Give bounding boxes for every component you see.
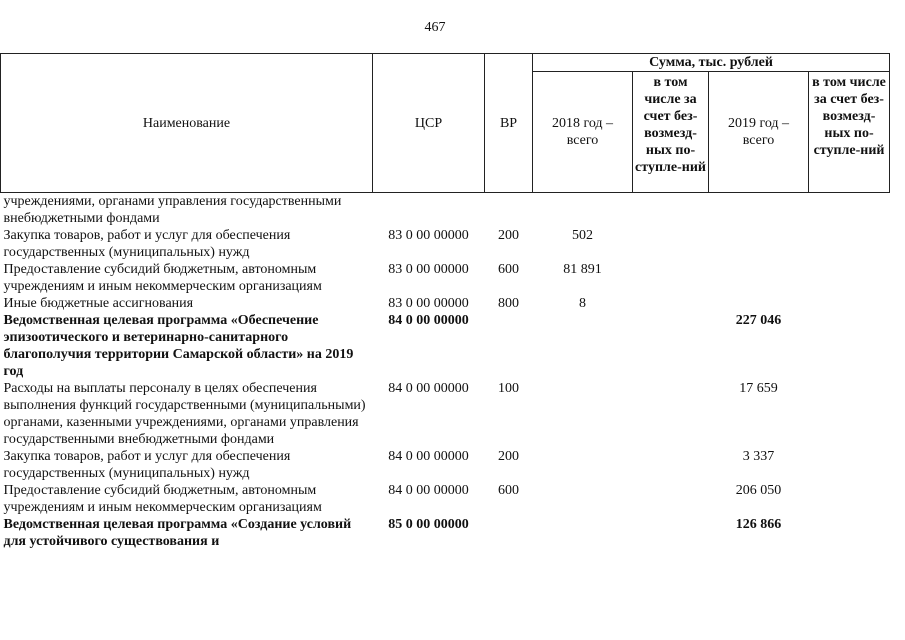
row-2019-incl-cell — [809, 482, 890, 516]
header-sum-group: Сумма, тыс. рублей — [533, 54, 890, 72]
row-2018-incl-cell — [633, 193, 709, 228]
header-csr: ЦСР — [373, 54, 485, 193]
row-2018-incl-cell — [633, 380, 709, 448]
row-2018-total-cell — [533, 193, 633, 228]
row-vr-cell: 200 — [498, 449, 519, 464]
row-vr-cell: 600 — [498, 262, 519, 277]
row-vr-cell: 800 — [498, 296, 519, 311]
row-2019-incl-cell — [809, 312, 890, 380]
header-vr: ВР — [485, 54, 533, 193]
table-row — [1, 261, 890, 295]
table-row — [1, 295, 890, 312]
table-row — [1, 516, 890, 550]
table-row — [1, 482, 890, 516]
row-name-cell: Расходы на выплаты персоналу в целях обеспечения выполнения функций государственными (муниципальными) органами, казенными учреждениями, органами управления государственными внебюджетными фондами — [3, 381, 366, 447]
row-2019-total-cell: 206 050 — [735, 483, 782, 498]
row-name-cell: учреждениями, органами управления государственными внебюджетными фондами — [3, 194, 342, 226]
row-name-cell: Ведомственная целевая программа «Обеспечение эпизоотического и ветеринарно-санитарного благополучия территории Самарской области» на 2019 год — [3, 313, 354, 379]
row-2019-incl-cell — [809, 448, 890, 482]
row-2018-total-cell — [533, 312, 633, 380]
row-name-cell: Закупка товаров, работ и услуг для обеспечения государственных (муниципальных) нужд — [3, 228, 291, 260]
row-2018-incl-cell — [633, 227, 709, 261]
row-2018-total-cell — [533, 448, 633, 482]
row-2019-incl-cell — [809, 380, 890, 448]
row-csr-cell: 84 0 00 00000 — [388, 449, 469, 464]
row-vr-cell — [485, 193, 533, 228]
row-vr-cell — [485, 516, 533, 550]
row-vr-cell: 600 — [498, 483, 519, 498]
row-2018-total-cell — [533, 516, 633, 550]
header-total-2018: 2018 год – всего — [533, 72, 633, 193]
row-2019-incl-cell — [809, 193, 890, 228]
row-name-cell: Иные бюджетные ассигнования — [3, 296, 194, 311]
row-csr-cell: 83 0 00 00000 — [388, 228, 469, 243]
row-2018-total-cell: 502 — [572, 228, 593, 243]
row-2018-incl-cell — [633, 295, 709, 312]
row-2019-total-cell — [709, 193, 809, 228]
row-csr-cell — [373, 193, 485, 228]
row-2018-incl-cell — [633, 448, 709, 482]
row-2018-total-cell — [533, 482, 633, 516]
row-2018-total-cell: 8 — [579, 296, 586, 311]
row-csr-cell: 84 0 00 00000 — [388, 483, 469, 498]
row-2019-total-cell: 17 659 — [739, 381, 778, 396]
row-name-cell: Предоставление субсидий бюджетным, автономным учреждениям и иным некоммерческим организациям — [3, 262, 322, 294]
table-row — [1, 380, 890, 448]
row-vr-cell: 200 — [498, 228, 519, 243]
row-csr-cell: 83 0 00 00000 — [388, 296, 469, 311]
budget-table — [0, 53, 890, 550]
table-row — [1, 193, 890, 228]
header-name: Наименование — [1, 54, 373, 193]
row-vr-cell — [485, 312, 533, 380]
row-2018-total-cell — [533, 380, 633, 448]
row-2019-total-cell: 227 046 — [735, 313, 782, 328]
row-2019-incl-cell — [809, 261, 890, 295]
row-name-cell: Закупка товаров, работ и услуг для обеспечения государственных (муниципальных) нужд — [3, 449, 291, 481]
row-2019-total-cell — [709, 295, 809, 312]
table-body — [1, 193, 890, 551]
header-incl-2019: в том числе за счет без-возмезд-ных по-ступле-ний — [809, 72, 890, 193]
row-2019-incl-cell — [809, 516, 890, 550]
row-csr-cell: 84 0 00 00000 — [388, 313, 469, 328]
header-total-2019: 2019 год – всего — [709, 72, 809, 193]
header-incl-2018: в том числе за счет без-возмезд-ных по-ступле-ний — [633, 72, 709, 193]
row-2019-total-cell — [709, 261, 809, 295]
table-row — [1, 227, 890, 261]
row-2019-total-cell: 126 866 — [735, 517, 782, 532]
row-2019-total-cell — [709, 227, 809, 261]
row-2019-incl-cell — [809, 295, 890, 312]
row-2018-incl-cell — [633, 261, 709, 295]
row-2018-incl-cell — [633, 312, 709, 380]
table-row — [1, 448, 890, 482]
row-vr-cell: 100 — [498, 381, 519, 396]
row-2019-total-cell: 3 337 — [742, 449, 775, 464]
row-name-cell: Ведомственная целевая программа «Создание условий для устойчивого существования и — [3, 517, 352, 549]
row-2018-incl-cell — [633, 482, 709, 516]
row-csr-cell: 84 0 00 00000 — [388, 381, 469, 396]
row-csr-cell: 83 0 00 00000 — [388, 262, 469, 277]
row-csr-cell: 85 0 00 00000 — [388, 517, 469, 532]
page-number: 467 — [424, 20, 446, 35]
table-header — [1, 54, 890, 193]
row-name-cell: Предоставление субсидий бюджетным, автономным учреждениям и иным некоммерческим организациям — [3, 483, 322, 515]
table-row — [1, 312, 890, 380]
row-2018-incl-cell — [633, 516, 709, 550]
row-2018-total-cell: 81 891 — [563, 262, 602, 277]
row-2019-incl-cell — [809, 227, 890, 261]
